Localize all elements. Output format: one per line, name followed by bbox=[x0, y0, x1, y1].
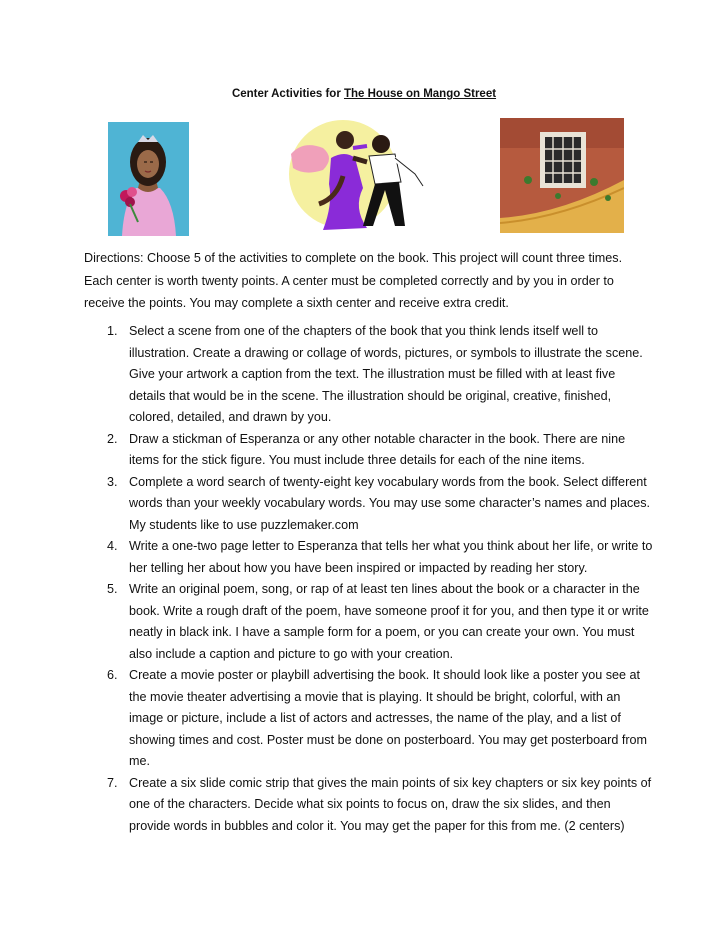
item-text: Draw a stickman of Esperanza or any other notable character in the book. There are nine items for the stick figure. You must include three details for each of the nine items. bbox=[129, 431, 626, 467]
item-text: Select a scene from one of the chapters of the book that you think lends itself well to illustration. Create a drawing or collage of words, pictures, or symbols to illustrate the scene. Give your artwork a caption from the text. The illustration must be filled with at least five details that would be in the scene. The illustration should be original, creative, finished, colored, detailed, and drawn by you. bbox=[129, 324, 643, 424]
quinceanera-girl-clipart bbox=[108, 122, 189, 236]
item-number: 4. bbox=[107, 539, 118, 553]
item-number: 6. bbox=[107, 668, 118, 682]
item-text: Write an original poem, song, or rap of at least ten lines about the book or a character in the book. Write a rough draft of the poem, have someone proof it for you, and then type it or write neatly in black ink. I have a sample form for a poem, or you can create your own. You must also include a caption and picture to go with your creation. bbox=[129, 582, 649, 661]
directions-paragraph: Directions: Choose 5 of the activities to complete on the book. This project will count three times. Each center is worth twenty points. A center must be completed correctly and by you in order to receive the points. You may complete a sixth center and receive extra credit. bbox=[84, 251, 623, 310]
item-text: Write a one-two page letter to Esperanza that tells her what you think about her life, or write to her telling her about how you have been inspired or impacted by reading her story. bbox=[129, 539, 653, 575]
item-number: 2. bbox=[107, 431, 118, 446]
item-text: Create a six slide comic strip that gives the main points of six key chapters or six key points of one of the characters. Decide what six points to focus on, draw the six slides, and then provide words in bubbles and color it. You may get the paper for this from me. (2 centers) bbox=[129, 775, 652, 833]
window-on-red-wall-photo bbox=[500, 118, 624, 233]
list-item bbox=[84, 665, 654, 773]
list-item bbox=[84, 773, 654, 838]
item-number: 3. bbox=[107, 474, 118, 489]
list-item bbox=[84, 579, 654, 665]
book-title: The House on Mango Street bbox=[343, 88, 497, 100]
item-number: 7. bbox=[107, 775, 118, 790]
item-text: Complete a word search of twenty-eight key vocabulary words from the book. Select different words than your weekly vocabulary words. You may use some character’s names and places. My students like to use puzzlemaker.com bbox=[129, 474, 651, 532]
list-item bbox=[84, 321, 654, 429]
page-title bbox=[0, 88, 728, 100]
center-activities-list bbox=[84, 321, 654, 837]
item-number: 1. bbox=[107, 324, 118, 338]
dancing-couple-clipart bbox=[283, 118, 430, 232]
list-item bbox=[84, 536, 654, 579]
list-item bbox=[84, 429, 654, 472]
item-number: 5. bbox=[107, 582, 118, 596]
list-item bbox=[84, 472, 654, 537]
item-text: Create a movie poster or playbill advertising the book. It should look like a poster you see at the movie theater advertising a movie that is playing. It should be bright, colorful, with an image or picture, include a list of actors and actresses, the name of the play, and a list of showing times and cost. Poster must be done on posterboard. You may get posterboard from me. bbox=[129, 668, 648, 768]
title-prefix: Center Activities for bbox=[231, 88, 344, 100]
